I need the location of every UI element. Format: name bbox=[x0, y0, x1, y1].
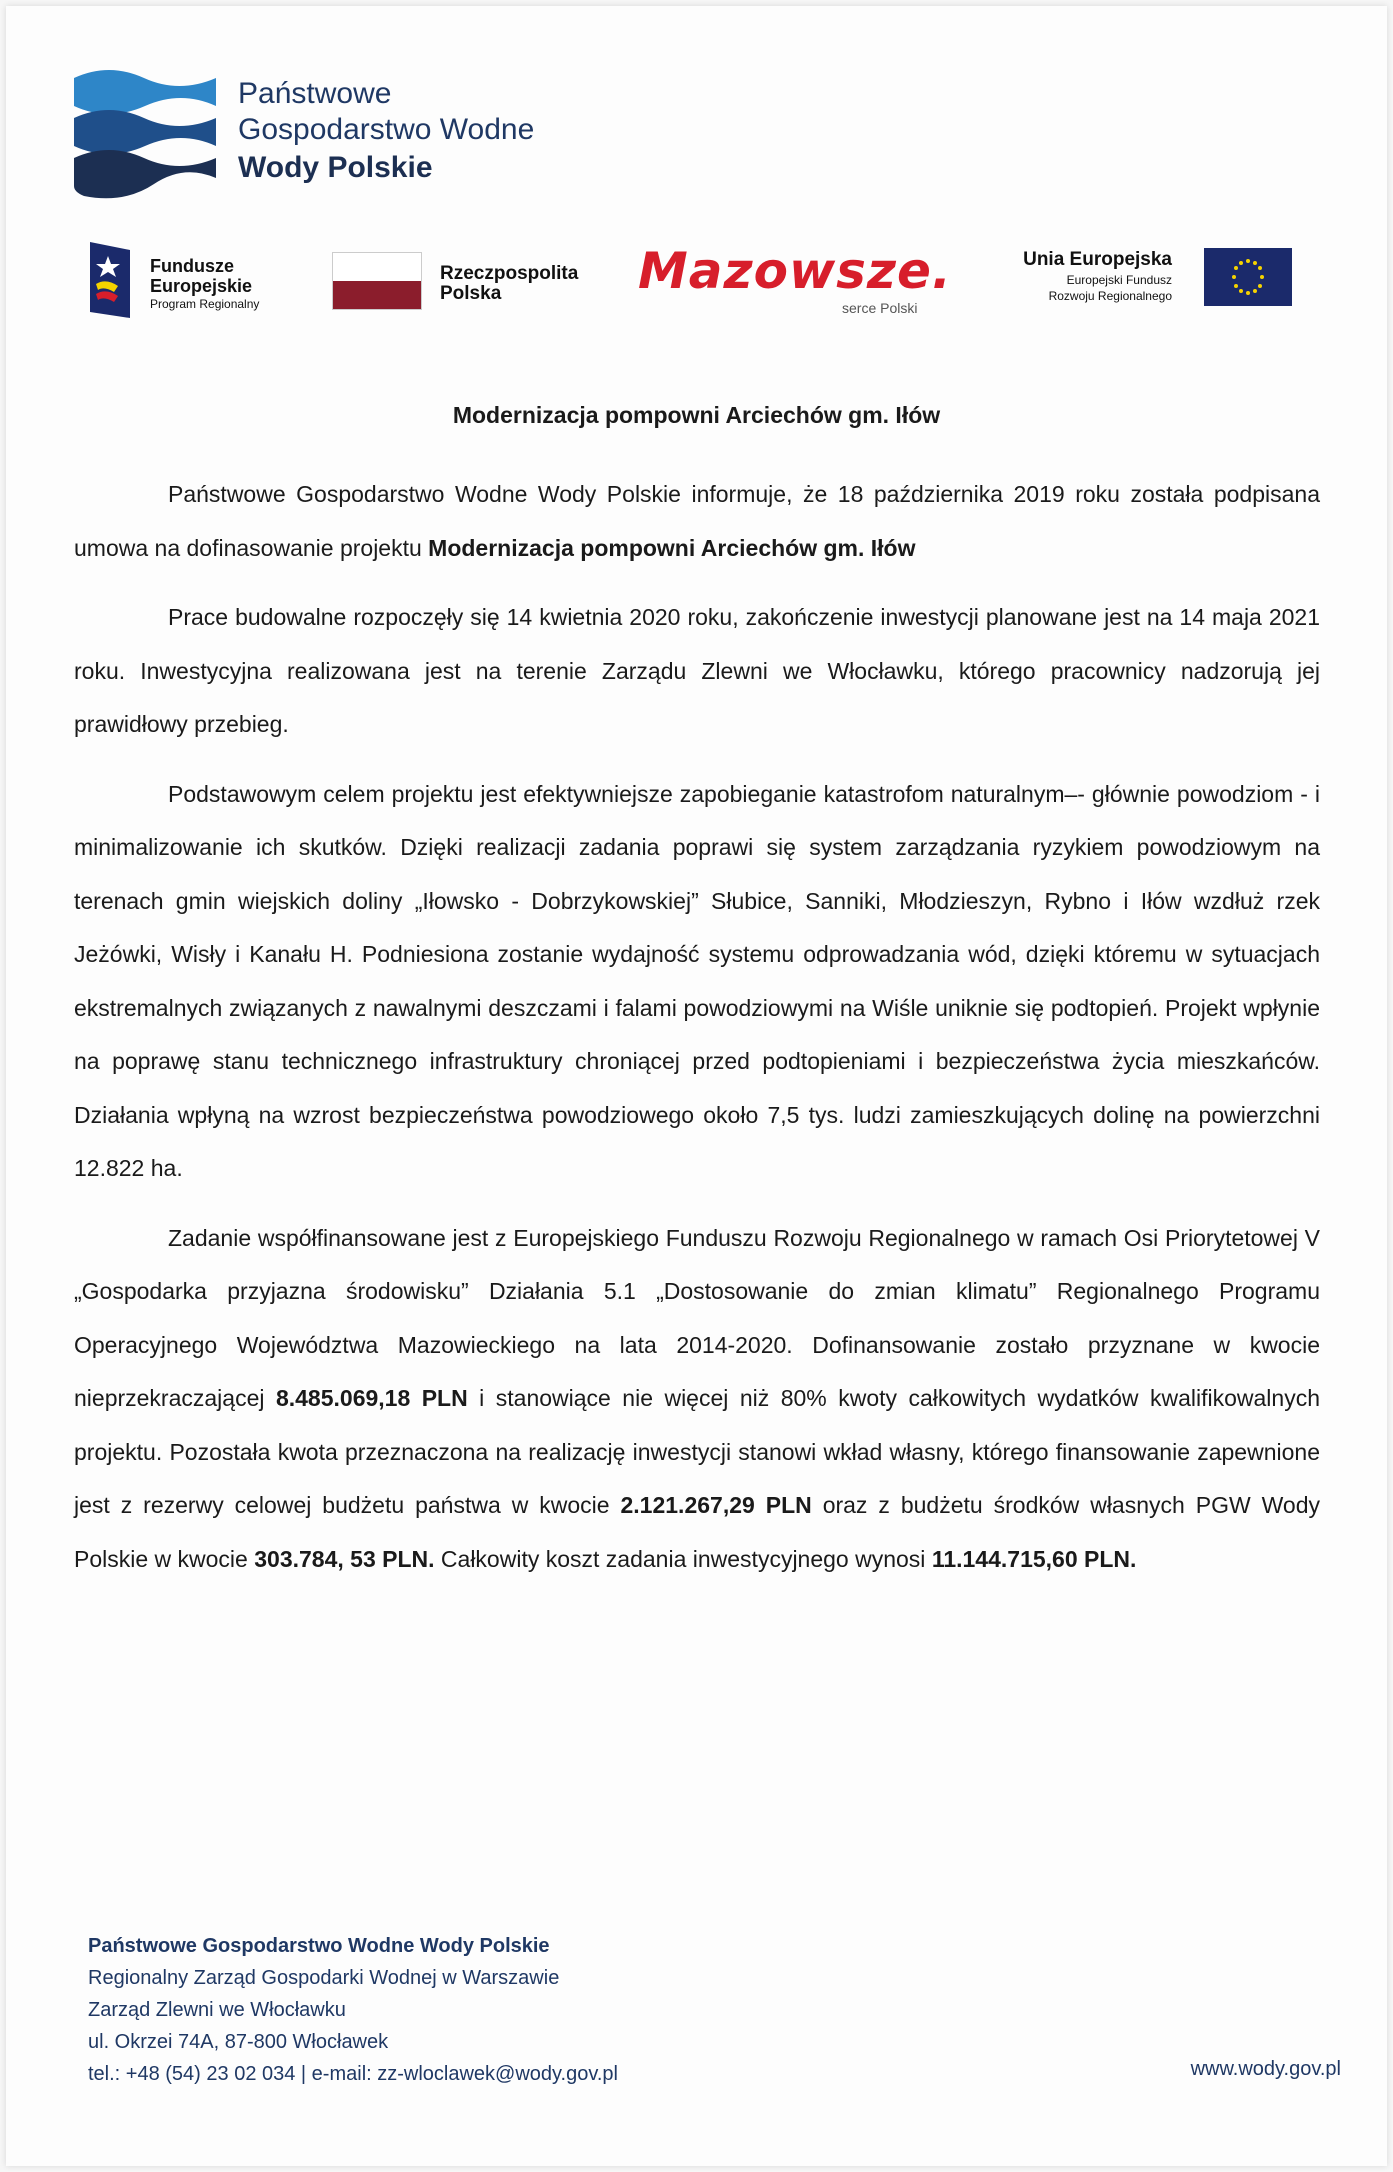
footer-website-link[interactable]: www.wody.gov.pl bbox=[1190, 2058, 1341, 2080]
funding-logos-strip bbox=[6, 236, 1387, 326]
ue-line1: Unia Europejska bbox=[1023, 249, 1172, 270]
document-title: Modernizacja pompowni Arciechów gm. Iłów bbox=[452, 402, 941, 428]
footer-address bbox=[88, 1930, 618, 2090]
polish-flag-icon bbox=[332, 252, 422, 310]
footer-contact: tel.: +48 (54) 23 02 034 | e-mail: zz-wloclawek@wody.gov.pl bbox=[88, 2063, 618, 2085]
ue-line2: Europejski Fundusz bbox=[1066, 273, 1172, 287]
org-name bbox=[238, 76, 534, 188]
p4-total-amount: 11.144.715,60 PLN. bbox=[931, 1545, 1137, 1572]
org-line3: Wody Polskie bbox=[238, 151, 433, 184]
p4-amount-2: 2.121.267,29 PLN bbox=[620, 1492, 812, 1518]
p4-text-g: Całkowity koszt zadania inwestycyjnego wynosi bbox=[434, 1545, 932, 1572]
rp-text bbox=[440, 264, 578, 304]
p4-text-c: i stanowiące nie więcej niż 80% kwoty całkowitych wydatków kwalifikowalnych projektu. Pozostała kwota przeznaczona na realizację inwestycji stanowi wkład własny, którego finansowanie zapewnione jest z rezerwy celowej budżetu państwa w kwocie bbox=[74, 1385, 1320, 1518]
mazowsze-logo bbox=[638, 244, 958, 324]
fe-line3: Program Regionalny bbox=[150, 297, 260, 311]
org-line2: Gospodarstwo Wodne bbox=[238, 113, 535, 146]
ue-line3: Rozwoju Regionalnego bbox=[1048, 289, 1172, 303]
fe-line2: Europejskie bbox=[150, 276, 253, 296]
footer-line2: Regionalny Zarząd Gospodarki Wodnej w Warszawie bbox=[88, 1967, 560, 1989]
footer-line4: ul. Okrzei 74A, 87-800 Włocławek bbox=[88, 2031, 389, 2053]
p4-text-e: oraz z budżetu środków własnych PGW Wody Polskie w kwocie bbox=[74, 1492, 1321, 1572]
p1-text: Państwowe Gospodarstwo Wodne Wody Polskie informuje, że 18 października 2019 roku została podpisana umowa na dofinasowanie projektu bbox=[74, 481, 1320, 561]
eu-logo bbox=[992, 248, 1292, 318]
p1-project-name: Modernizacja pompowni Arciechów gm. Iłów bbox=[428, 534, 916, 561]
mazowsze-tagline: serce Polski bbox=[842, 300, 918, 316]
rzeczpospolita-logo bbox=[332, 252, 612, 312]
paragraph-3: Podstawowym celem projektu jest efektywniejsze zapobieganie katastrofom naturalnym–- głównie powodziom - i minimalizowanie ich skutków. Dzięki realizacji zadania poprawi się system zarządzania ryzykiem powodziowym na terenach gmin wiejskich doliny „Iłowsko - Dobrzykowskiej” Słubice, Sanniki, Młodzieszyn, Rybno i Iłów wzdłuż rzek Jeżówki, Wisły i Kanału H. Podniesiona zostanie wydajność systemu odprowadzania wód, dzięki któremu w sytuacjach ekstremalnych związanych z nawalnymi deszczami i falami powodziowymi na Wiśle uniknie się podtopień. Projekt wpłynie na poprawę stanu technicznego infrastruktury chroniącej przed podtopieniami i bezpieczeństwa życia mieszkańców. Działania wpłyną na wzrost bezpieczeństwa powodziowego około 7,5 tys. ludzi zamieszkujących dolinę na powierzchni 12.822 ha. bbox=[74, 780, 1320, 1181]
document-page bbox=[6, 6, 1387, 2166]
fundusze-europejskie-icon bbox=[90, 242, 138, 318]
footer-line3: Zarząd Zlewni we Włocławku bbox=[88, 1999, 346, 2021]
rp-line2: Polska bbox=[440, 283, 502, 304]
ue-text bbox=[1023, 248, 1172, 304]
paragraph-4 bbox=[74, 1212, 1320, 1587]
wody-polskie-logo-icon bbox=[74, 66, 216, 206]
mazowsze-wordmark: Mazowsze. bbox=[638, 242, 952, 300]
paragraph-2: Prace budowalne rozpoczęły się 14 kwietnia 2020 roku, zakończenie inwestycji planowane jest na 14 maja 2021 roku. Inwestycyjna realizowana jest na terenie Zarządu Zlewni we Włocławku, którego pracownicy nadzorują jej prawidłowy przebieg. bbox=[74, 604, 1320, 737]
org-line1: Państwowe bbox=[238, 77, 392, 110]
paragraph-1 bbox=[74, 468, 1320, 575]
footer-line1: Państwowe Gospodarstwo Wodne Wody Polskie bbox=[88, 1935, 550, 1957]
document-body bbox=[74, 468, 1320, 1602]
fe-text bbox=[150, 256, 259, 312]
fe-line1: Fundusze bbox=[150, 256, 234, 276]
eu-flag-icon bbox=[1204, 248, 1292, 306]
p4-amount-1: 8.485.069,18 PLN bbox=[275, 1385, 468, 1411]
p4-text-a: Zadanie współfinansowane jest z Europejskiego Funduszu Rozwoju Regionalnego w ramach Osi Priorytetowej V „Gospodarka przyjazna środowisku” Działania 5.1 „Dostosowanie do zmian klimatu” Regionalnego Programu Operacyjnego Województwa Mazowieckiego na lata 2014-2020. Dofinansowanie zostało przyznane w kwocie nieprzekraczającej bbox=[74, 1224, 1320, 1411]
p4-amount-3: 303.784, 53 PLN. bbox=[254, 1545, 435, 1572]
rp-line1: Rzeczpospolita bbox=[440, 263, 579, 284]
